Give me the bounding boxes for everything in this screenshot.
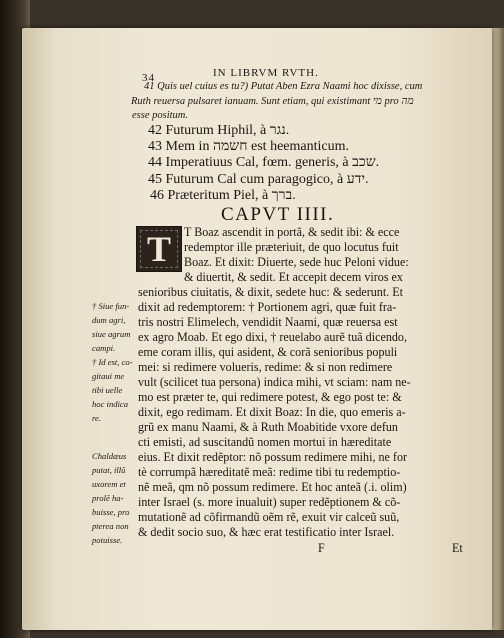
margin-note: re. — [92, 413, 101, 423]
signature-mark: F — [318, 541, 325, 555]
margin-note: uxorem et — [92, 479, 126, 489]
margin-note: siue agrum — [92, 329, 131, 339]
body-line: Boaz. Et dixit: Diuerte, sede huc Peloni vidue: — [184, 255, 409, 269]
body-line: grũ ex manu Naami, & à Ruth Moabitide vxore defun — [138, 420, 398, 434]
margin-note: putat, illũ — [92, 465, 126, 475]
body-line: eius. Et dixit redẽptor: nõ possum redimere mihi, ne for — [138, 450, 408, 464]
body-line: mo est præter te, qui redimere potest, & ego post te: & — [138, 390, 402, 404]
page-edge — [490, 28, 504, 630]
margin-note: hoc indica — [92, 399, 129, 409]
footnote-item: 42 Futurum Hiphil, à נגר. — [148, 123, 290, 138]
page-number: 34 — [142, 72, 155, 84]
margin-note: prolē ha- — [92, 493, 124, 503]
body-line: & dedit socio suo, & hæc erat testificatio inter Israel. — [138, 525, 395, 539]
footnote-41-line: Ruth reuersa pulsaret ianuam. Sunt etiam, qui existimant מי pro מה — [131, 96, 414, 107]
body-line: dixit, ego redimam. Et dixit Boaz: In die, quo emeris a- — [138, 405, 406, 419]
body-line: dixit ad redemptorem: † Portionem agri, quæ fuit fra- — [138, 300, 397, 314]
decorated-initial — [136, 226, 182, 272]
body-line: senioribus ciuitatis, & dixit, sedete huc: & sederunt. Et — [138, 285, 404, 299]
body-line: vult (scilicet tua persona) indica mihi, vt sciam: nam ne- — [138, 375, 411, 389]
body-line: nẽ meã, qm nõ possum redimere. Et hoc anteã (.i. olim) — [138, 480, 407, 494]
margin-note: buisse, pro — [92, 507, 130, 517]
body-line: & diuertit, & sedit. Et accepit decem viros ex — [184, 270, 403, 284]
body-line: ex agro Moab. Et ego dixi, † reuelabo aurẽ tuã dicendo, — [138, 330, 407, 344]
body-line: redemptor ille præteriuit, de quo locutus fuit — [184, 240, 399, 254]
margin-note: potuisse. — [92, 535, 123, 545]
margin-note: tibi uelle — [92, 385, 123, 395]
body-line: eme coram illis, qui asident, & corã senioribus populi — [138, 345, 398, 359]
footnote-item: 44 Imperatiuus Cal, fœm. generis, à שכב. — [148, 155, 380, 170]
body-line: tè corrumpã hæreditatẽ meã: redime tibi tu redemptio- — [138, 465, 401, 479]
chapter-heading: CAPVT IIII. — [221, 204, 335, 225]
catchword: Et — [452, 541, 463, 555]
margin-note: † Id est, co- — [92, 357, 133, 367]
margin-note: Chaldæus — [92, 451, 127, 461]
body-line: cti emisti, ad suscitandũ nomen mortui in hæreditate — [138, 435, 392, 449]
footnote-item: 45 Futurum Cal cum paragogico, à ידע. — [148, 172, 369, 187]
body-line: tris nostri Elimelech, vendidit Naami, quæ reuersa est — [138, 315, 398, 329]
footnote-41-line: esse positum. — [132, 110, 188, 121]
footnote-41-line: 41 Quis uel cuius es tu?) Putat Aben Ezra Naami hoc dixisse, cum — [144, 81, 423, 92]
margin-note: dum agri, — [92, 315, 126, 325]
body-line: mutationẽ ad cõfirmandũ oẽm rẽ, exuit vir calceũ suũ, — [138, 510, 400, 524]
body-line: T Boaz ascendit in portã, & sedit ibi: & ecce — [184, 225, 400, 239]
body-line: inter Israel (s. more inualuit) super redẽptionem & cõ- — [138, 495, 401, 509]
footnote-item: 46 Præteritum Piel, à ברך. — [150, 188, 296, 203]
margin-note: pterea non — [92, 521, 129, 531]
running-title: IN LIBRVM RVTH. — [213, 67, 319, 79]
margin-note: gitaui me — [92, 371, 125, 381]
body-line: mei: si redimere volueris, redime: & si non redimere — [138, 360, 393, 374]
margin-note: campi. — [92, 343, 116, 353]
drop-cap-letter: T — [146, 229, 171, 269]
margin-note: † Siue fun- — [92, 301, 130, 311]
footnote-item: 43 Mem in חשמה est heemanticum. — [148, 139, 349, 154]
